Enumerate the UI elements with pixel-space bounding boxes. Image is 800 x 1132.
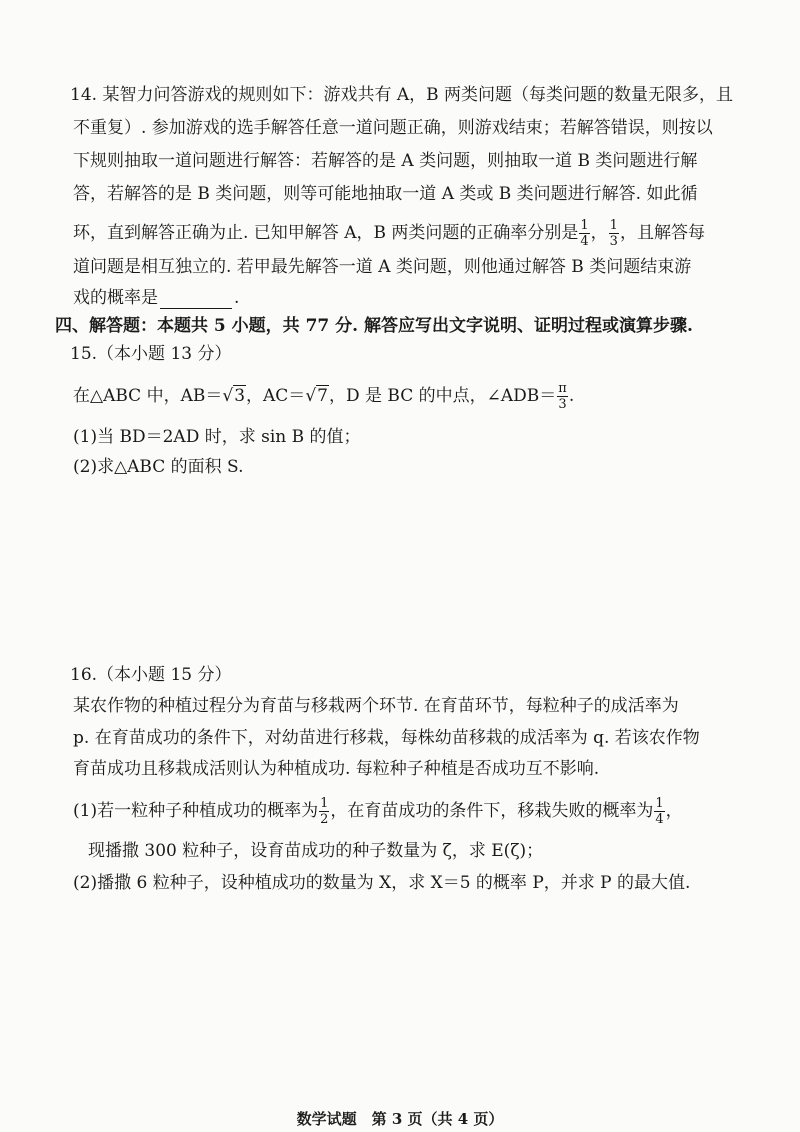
q16-part-1: (1)若一粒种子种植成功的概率为 $\frac{1}{2}$ ，在育苗成功的条件下，移栽失败的概率为 $\frac{1}{4}$ ，	[73, 796, 683, 827]
page-footer: 数学试题 第 3 页（共 4 页）	[296, 1110, 504, 1128]
fraction-one-quarter-2: $\frac{1}{4}$	[655, 796, 664, 827]
q16-heading: 16.（本小题 15 分）	[70, 665, 232, 685]
q14-line-7: 戏的概率是 .	[73, 288, 240, 308]
q14-line-3: 下规则抽取一道问题进行解答：若解答的是 A 类问题，则抽取一道 B 类问题进行解	[73, 151, 698, 171]
q16-part-1-line-2: 现播撒 300 粒种子，设育苗成功的种子数量为 ζ，求 E(ζ)；	[88, 841, 544, 861]
sqrt-3: √3	[222, 386, 246, 406]
q15-statement: 在△ABC 中，AB＝√3，AC＝√7，D 是 BC 的中点，∠ADB＝ $\frac{\pi}{3}$ .	[73, 381, 575, 412]
q14-line-6: 道问题是相互独立的. 若甲最先解答一道 A 类问题，则他通过解答 B 类问题结束游	[73, 257, 692, 277]
q14-line-5-text: 环，直到解答正确为止. 已知甲解答 A，B 两类问题的正确率分别是	[73, 223, 579, 243]
fraction-pi-over-3: $\frac{\pi}{3}$	[558, 381, 567, 412]
q14-line-5: 环，直到解答正确为止. 已知甲解答 A，B 两类问题的正确率分别是 $\frac{1}{4}$ ， $\frac{1}{3}$ ，且解答每	[73, 218, 705, 249]
fraction-one-third: $\frac{1}{3}$	[609, 218, 618, 249]
q14-line-4: 答，若解答的是 B 类问题，则等可能地抽取一道 A 类或 B 类问题进行解答. 如此循	[73, 184, 698, 204]
q15-part-1: (1)当 BD＝2AD 时，求 sin B 的值；	[73, 427, 361, 447]
q16-line-3: 育苗成功且移栽成活则认为种植成功. 每粒种子种植是否成功互不影响.	[73, 759, 600, 779]
q16-line-2: p. 在育苗成功的条件下，对幼苗进行移栽，每株幼苗移栽的成活率为 q. 若该农作物	[73, 728, 700, 748]
q14-line-2: 不重复）. 参加游戏的选手解答任意一道问题正确，则游戏结束；若解答错误，则按以	[73, 118, 713, 138]
q14-line-1: 14. 某智力问答游戏的规则如下：游戏共有 A，B 两类问题（每类问题的数量无限多，且	[70, 85, 734, 105]
sqrt-7: √7	[305, 386, 328, 406]
answer-blank[interactable]	[160, 292, 232, 309]
q16-line-1: 某农作物的种植过程分为育苗与移栽两个环节. 在育苗环节，每粒种子的成活率为	[73, 696, 679, 716]
fraction-one-half: $\frac{1}{2}$	[320, 796, 329, 827]
q15-part-2: (2)求△ABC 的面积 S.	[73, 457, 244, 477]
q15-heading: 15.（本小题 13 分）	[70, 344, 232, 364]
q16-part-2: (2)播撒 6 粒种子，设种植成功的数量为 X，求 X＝5 的概率 P，并求 P 的最大值.	[73, 873, 691, 893]
fraction-one-quarter: $\frac{1}{4}$	[580, 218, 589, 249]
section-4-heading: 四、解答题：本题共 5 小题，共 77 分. 解答应写出文字说明、证明过程或演算步骤.	[55, 316, 693, 336]
